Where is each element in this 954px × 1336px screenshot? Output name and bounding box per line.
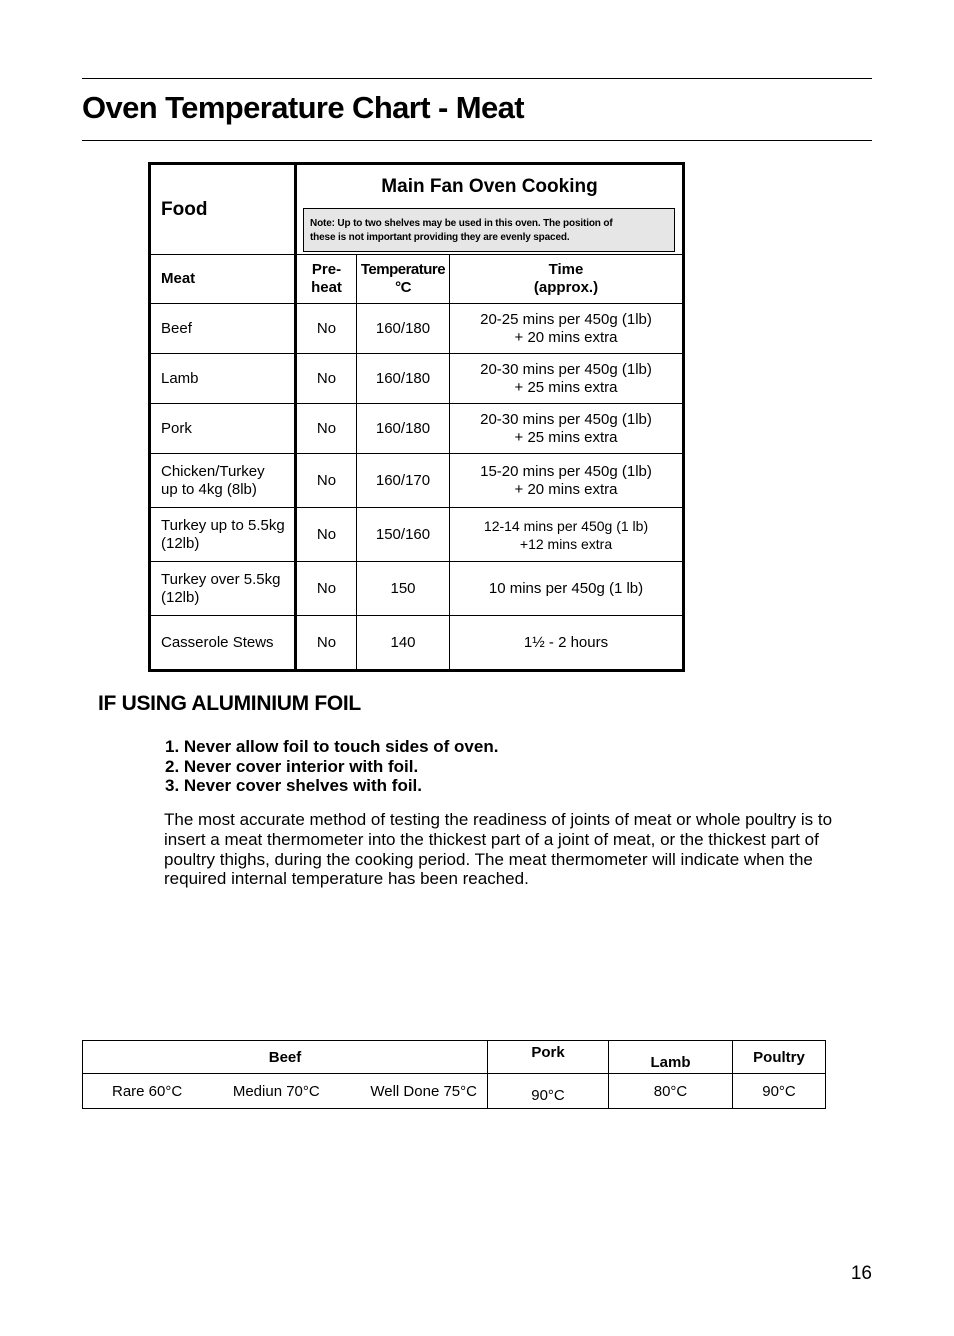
- preheat-header: [296, 255, 357, 304]
- table-row: [150, 454, 684, 508]
- time-value: [450, 562, 684, 616]
- temperature-value: 140: [357, 616, 450, 671]
- oven-temperature-chart: [148, 162, 685, 672]
- time-value-line: 15-20 mins per 450g (1lb): [480, 462, 652, 480]
- time-value: [450, 304, 684, 354]
- food-name-line: Casserole Stews: [161, 633, 274, 651]
- page-title: Oven Temperature Chart - Meat: [82, 90, 524, 125]
- food-name-line: Beef: [161, 319, 192, 337]
- food-name-line: Pork: [161, 419, 192, 437]
- time-value: [450, 508, 684, 562]
- temperature-value: 150: [357, 562, 450, 616]
- main-fan-oven-header: [296, 164, 684, 255]
- foil-heading: IF USING ALUMINIUM FOIL: [98, 692, 361, 715]
- temperature-value: 160/180: [357, 304, 450, 354]
- time-value-line: 10 mins per 450g (1 lb): [488, 579, 644, 597]
- preheat-value: No: [296, 304, 357, 354]
- food-name: [150, 562, 296, 616]
- title-rule: [82, 140, 872, 141]
- temperature-value: 150/160: [357, 508, 450, 562]
- temperature-value: 160/180: [357, 404, 450, 454]
- pork-header: Pork: [488, 1041, 609, 1074]
- table-row: [150, 508, 684, 562]
- shelf-note-line: these is not important providing they are evenly spaced.: [310, 232, 570, 243]
- page-number: 16: [850, 1263, 872, 1284]
- food-name-line: up to 4kg (8lb): [161, 480, 257, 498]
- lamb-value: 80°C: [609, 1074, 733, 1109]
- shelf-note: [303, 208, 675, 252]
- preheat-header-line: heat: [311, 279, 342, 296]
- lamb-header: Lamb: [609, 1041, 733, 1074]
- food-name-line: (12lb): [161, 534, 200, 552]
- food-header: Food: [150, 164, 296, 255]
- time-value-line: 1½ - 2 hours: [523, 633, 609, 651]
- table-row: [83, 1074, 826, 1109]
- list-item: 3. Never cover shelves with foil.: [165, 776, 423, 795]
- temperature-header: [357, 255, 450, 304]
- poultry-header: Poultry: [733, 1041, 826, 1074]
- food-name: [150, 508, 296, 562]
- beef-well-done-value: Well Done 75°C: [370, 1082, 477, 1100]
- preheat-value: No: [296, 562, 357, 616]
- time-value-line: + 20 mins extra: [514, 328, 618, 346]
- food-name: [150, 404, 296, 454]
- thermometer-paragraph: The most accurate method of testing the readiness of joints of meat or whole poultry is to insert a meat thermometer into the thickest part of a joint of meat, or the thickest part of poultry thighs, during the cooking period. The meat thermometer will indicate when the required internal temperature has been reached.: [164, 810, 833, 889]
- time-value-line: 20-25 mins per 450g (1lb): [480, 310, 652, 328]
- table-row: [150, 616, 684, 671]
- table-row: [150, 404, 684, 454]
- time-value-line: 20-30 mins per 450g (1lb): [480, 410, 652, 428]
- time-value: [450, 354, 684, 404]
- preheat-header-line: Pre-: [311, 261, 342, 278]
- time-value-line: + 25 mins extra: [514, 378, 618, 396]
- time-header-line: Time: [548, 261, 584, 278]
- food-name-line: Chicken/Turkey: [161, 462, 265, 480]
- list-item: 1. Never allow foil to touch sides of oven.: [165, 737, 499, 756]
- time-value-line: + 25 mins extra: [514, 428, 618, 446]
- food-name: [150, 304, 296, 354]
- time-value-line: 20-30 mins per 450g (1lb): [480, 360, 652, 378]
- preheat-value: No: [296, 616, 357, 671]
- temperature-value: 160/170: [357, 454, 450, 508]
- poultry-value: 90°C: [733, 1074, 826, 1109]
- table-row: [150, 304, 684, 354]
- table-row: [150, 562, 684, 616]
- time-value-line: 12-14 mins per 450g (1 lb): [483, 517, 649, 534]
- chart-header-row: [150, 164, 684, 255]
- food-name: [150, 354, 296, 404]
- internal-temperature-table: [82, 1040, 826, 1109]
- shelf-note-line: Note: Up to two shelves may be used in this oven. The position of: [310, 218, 613, 229]
- food-name-line: Turkey over 5.5kg: [161, 570, 281, 588]
- time-value-line: + 20 mins extra: [514, 480, 618, 498]
- main-fan-oven-title: Main Fan Oven Cooking: [381, 176, 598, 197]
- pork-value: 90°C: [488, 1074, 609, 1109]
- preheat-value: No: [296, 508, 357, 562]
- food-name: [150, 454, 296, 508]
- temperature-header-unit: °C: [395, 279, 411, 296]
- time-value-line: +12 mins extra: [519, 535, 613, 552]
- temperature-value: 160/180: [357, 354, 450, 404]
- beef-values: [83, 1074, 488, 1109]
- column-header-row: [150, 255, 684, 304]
- beef-header: Beef: [83, 1041, 488, 1074]
- food-name-line: (12lb): [161, 588, 200, 606]
- preheat-value: No: [296, 404, 357, 454]
- food-name: [150, 616, 296, 671]
- list-item: 2. Never cover interior with foil.: [165, 756, 419, 776]
- time-header-line: (approx.): [533, 279, 599, 296]
- food-name-line: Turkey up to 5.5kg: [161, 516, 285, 534]
- table-row: [83, 1041, 826, 1074]
- beef-medium-value: Mediun 70°C: [232, 1082, 320, 1100]
- table-row: [150, 354, 684, 404]
- food-name-line: Lamb: [161, 369, 199, 387]
- beef-rare-value: Rare 60°C: [112, 1082, 183, 1100]
- meat-header: Meat: [150, 255, 296, 304]
- temperature-header-line: Temperature: [360, 261, 446, 278]
- top-rule: [82, 78, 872, 79]
- preheat-value: No: [296, 354, 357, 404]
- time-value: [450, 616, 684, 671]
- foil-rules-list: [165, 737, 498, 796]
- time-value: [450, 454, 684, 508]
- time-header: [450, 255, 684, 304]
- preheat-value: No: [296, 454, 357, 508]
- time-value: [450, 404, 684, 454]
